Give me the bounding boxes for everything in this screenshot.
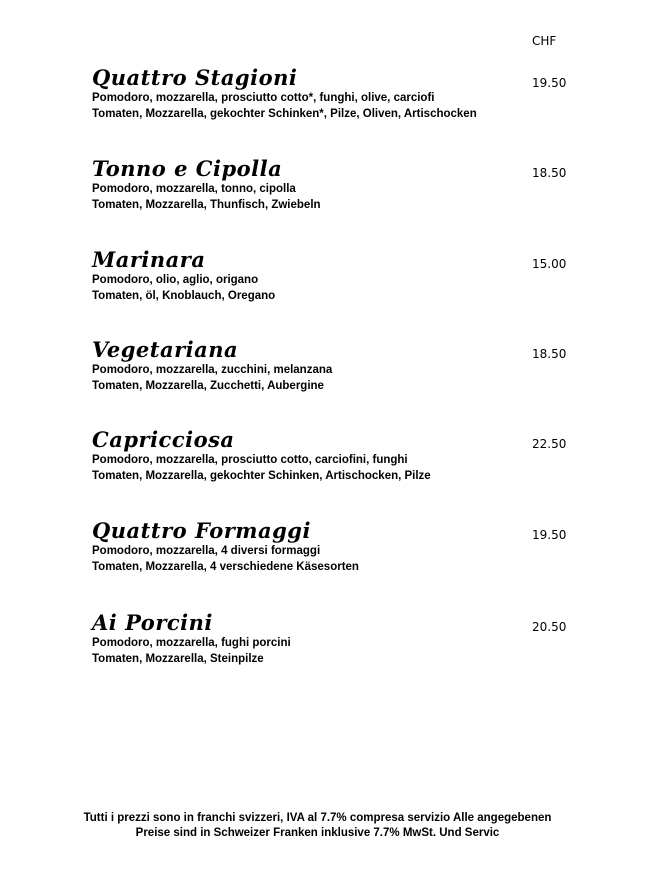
menu-item-description-it: Pomodoro, mozzarella, fughi porcini bbox=[92, 637, 291, 649]
menu-item-description-it: Pomodoro, olio, aglio, origano bbox=[92, 274, 259, 286]
menu-item-price: 18.50 bbox=[532, 166, 567, 180]
menu-item-price: 19.50 bbox=[532, 528, 567, 542]
menu-item-description-de: Tomaten, Mozzarella, gekochter Schinken*, Pilze, Oliven, Artischocken bbox=[92, 108, 477, 120]
menu-item-quattro-stagioni bbox=[92, 66, 572, 122]
price-disclaimer bbox=[0, 811, 635, 841]
menu-item-price: 15.00 bbox=[532, 257, 567, 271]
menu-item-quattro-formaggi bbox=[92, 519, 572, 575]
menu-item-description-it: Pomodoro, mozzarella, zucchini, melanzana bbox=[92, 364, 333, 376]
price-disclaimer-line-2: Preise sind in Schweizer Franken inklusive 7.7% MwSt. Und Servic bbox=[135, 827, 500, 839]
menu-item-name: Tonno e Cipolla bbox=[92, 156, 283, 181]
menu-item-name: Capricciosa bbox=[92, 427, 235, 452]
currency-label: CHF bbox=[532, 34, 557, 48]
menu-item-capricciosa bbox=[92, 428, 572, 484]
menu-item-price: 20.50 bbox=[532, 620, 567, 634]
menu-item-description-de: Tomaten, öl, Knoblauch, Oregano bbox=[92, 290, 276, 302]
menu-item-marinara bbox=[92, 248, 572, 304]
menu-item-description-de: Tomaten, Mozzarella, Steinpilze bbox=[92, 653, 264, 665]
menu-item-tonno-e-cipolla bbox=[92, 157, 572, 213]
menu-item-vegetariana bbox=[92, 338, 572, 394]
price-disclaimer-line-1: Tutti i prezzi sono in franchi svizzeri, IVA al 7.7% compresa servizio Alle angegebenen bbox=[83, 812, 552, 824]
menu-item-name: Quattro Formaggi bbox=[92, 518, 311, 543]
menu-item-name: Marinara bbox=[92, 247, 206, 272]
menu-item-description-it: Pomodoro, mozzarella, tonno, cipolla bbox=[92, 183, 296, 195]
menu-item-description-de: Tomaten, Mozzarella, gekochter Schinken, Artischocken, Pilze bbox=[92, 470, 431, 482]
menu-item-price: 18.50 bbox=[532, 347, 567, 361]
menu-item-ai-porcini bbox=[92, 611, 572, 667]
menu-item-description-de: Tomaten, Mozzarella, 4 verschiedene Käsesorten bbox=[92, 561, 359, 573]
menu-item-description-it: Pomodoro, mozzarella, prosciutto cotto, carciofini, funghi bbox=[92, 454, 408, 466]
menu-item-name: Quattro Stagioni bbox=[92, 65, 298, 90]
menu-item-description-it: Pomodoro, mozzarella, 4 diversi formaggi bbox=[92, 545, 321, 557]
menu-item-price: 22.50 bbox=[532, 437, 567, 451]
menu-item-description-it: Pomodoro, mozzarella, prosciutto cotto*, funghi, olive, carciofi bbox=[92, 92, 435, 104]
menu-item-name: Ai Porcini bbox=[92, 610, 213, 635]
menu-item-description-de: Tomaten, Mozzarella, Thunfisch, Zwiebeln bbox=[92, 199, 321, 211]
menu-item-description-de: Tomaten, Mozzarella, Zucchetti, Aubergine bbox=[92, 380, 324, 392]
menu-item-price: 19.50 bbox=[532, 76, 567, 90]
menu-item-name: Vegetariana bbox=[92, 337, 239, 362]
